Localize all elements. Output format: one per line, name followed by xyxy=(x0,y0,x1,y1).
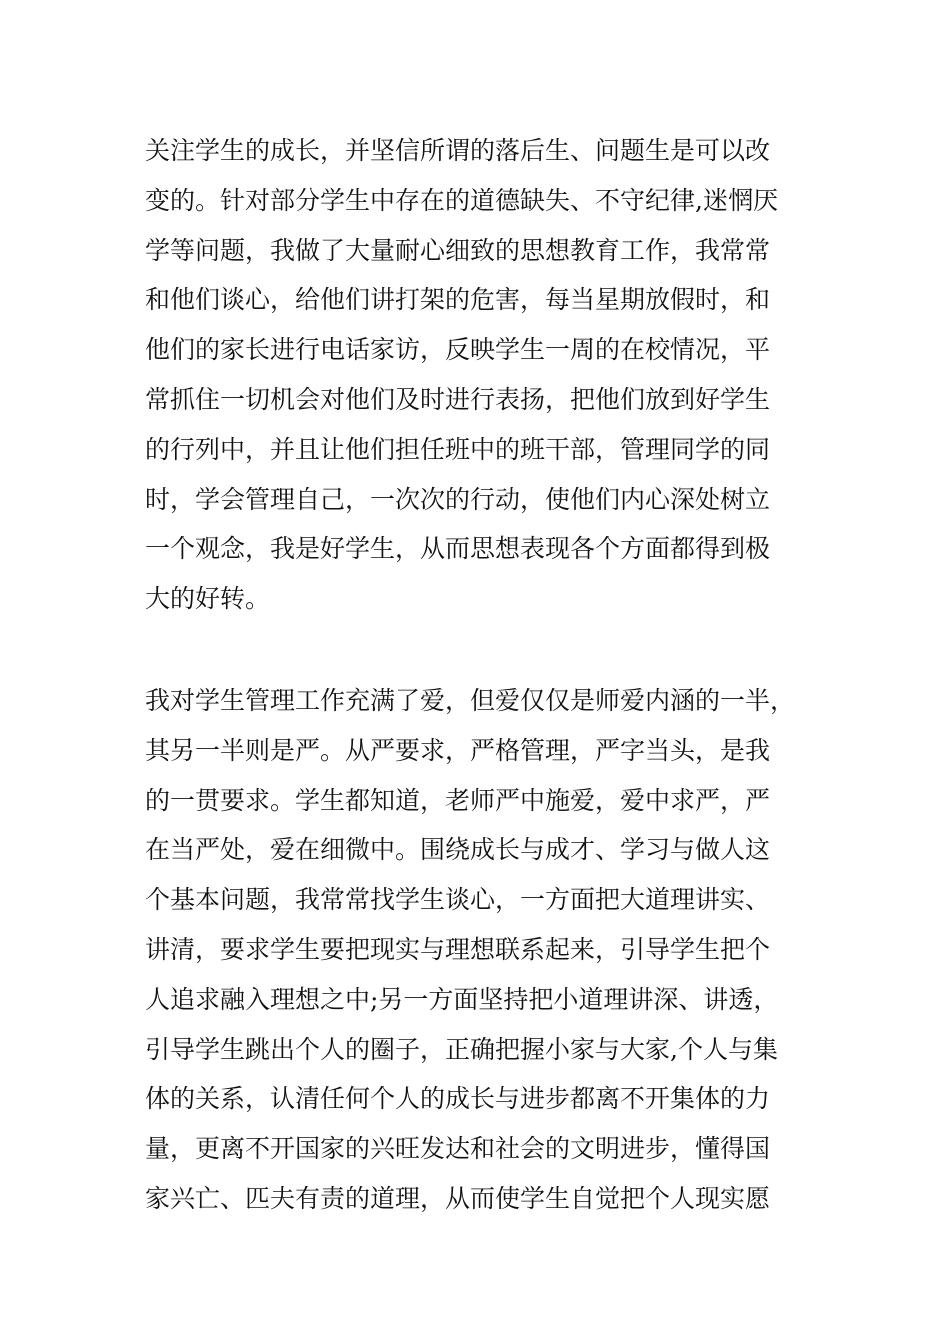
text-line: 他们的家长进行电话家访，反映学生一周的在校情况，平 xyxy=(145,335,771,365)
text-line: 时，学会管理自己，一次次的行动，使他们内心深处树立 xyxy=(145,484,771,514)
text-line: 引导学生跳出个人的圈子，正确把握小家与大家,个人与集 xyxy=(145,1034,778,1064)
text-line: 家兴亡、匹夫有责的道理，从而使学生自觉把个人现实愿 xyxy=(145,1184,771,1213)
text-line: 我对学生管理工作充满了爱，但爱仅仅是师爱内涵的一半， xyxy=(145,686,796,715)
text-line: 大的好转。 xyxy=(145,584,271,614)
text-line: 学等问题，我做了大量耐心细致的思想教育工作，我常常 xyxy=(145,235,771,265)
text-line: 在当严处，爱在细微中。围绕成长与成才、学习与做人这 xyxy=(145,835,771,865)
text-line: 的一贯要求。学生都知道，老师严中施爱，爱中求严，严 xyxy=(145,785,771,815)
text-line: 变的。针对部分学生中存在的道德缺失、不守纪律,迷惘厌 xyxy=(145,185,778,215)
text-line: 一个观念，我是好学生，从而思想表现各个方面都得到极 xyxy=(145,534,771,564)
text-line: 讲清，要求学生要把现实与理想联系起来，引导学生把个 xyxy=(145,935,771,964)
text-line: 体的关系，认清任何个人的成长与进步都离不开集体的力 xyxy=(145,1084,771,1114)
text-line: 常抓住一切机会对他们及时进行表扬，把他们放到好学生 xyxy=(145,385,771,414)
text-line: 关注学生的成长，并坚信所谓的落后生、问题生是可以改 xyxy=(145,136,771,165)
text-line: 人追求融入理想之中;另一方面坚持把小道理讲深、讲透， xyxy=(145,984,779,1014)
text-line: 个基本问题，我常常找学生谈心，一方面把大道理讲实、 xyxy=(145,885,771,915)
text-line: 的行列中，并且让他们担任班中的班干部，管理同学的同 xyxy=(145,434,771,464)
text-line: 其另一半则是严。从严要求，严格管理，严字当头，是我 xyxy=(145,735,771,765)
text-line: 和他们谈心，给他们讲打架的危害，每当星期放假时，和 xyxy=(145,285,771,315)
text-line: 量，更离不开国家的兴旺发达和社会的文明进步，懂得国 xyxy=(145,1134,771,1164)
